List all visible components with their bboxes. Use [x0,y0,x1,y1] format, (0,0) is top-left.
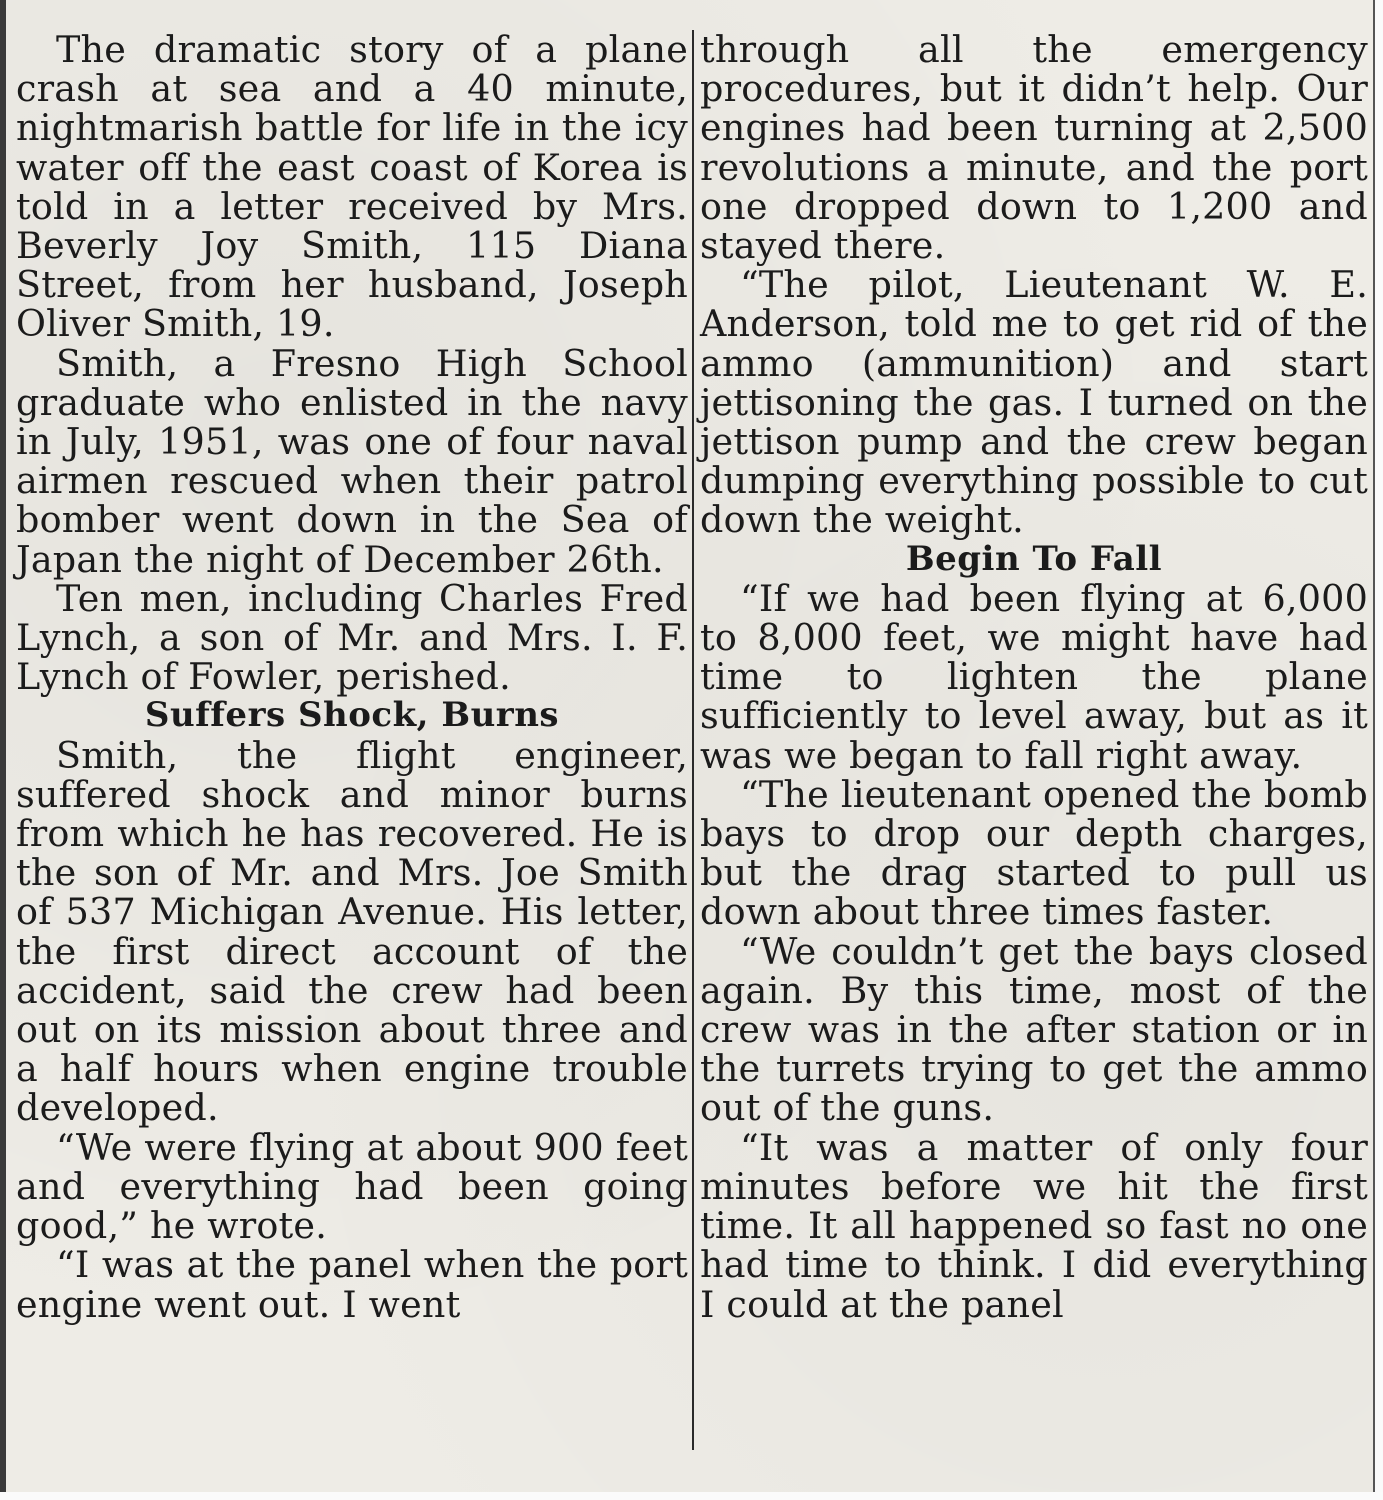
scan-edge-left [0,0,6,1500]
paragraph: Smith, the flight engineer, suffered shock and minor burns from which he has recovered. He is the son of Mr. and Mrs. Joe Smith of 537 Michigan Avenue. His letter, the first direct account of the accident, said the crew had been out on its mission about three and a half hours when engine trouble developed. [16,733,688,1130]
subheading: Begin To Fall [905,538,1163,579]
paragraph: “The lieutenant opened the bomb bays to drop our depth charges, but the drag started to pull us down about three times faster. [700,772,1368,934]
scan-edge-bottom [0,1492,1383,1500]
paragraph: “We couldn’t get the bays closed again. By this time, most of the crew was in the after station or in the turrets trying to get the ammo out of the guns. [700,929,1368,1130]
paragraph: “We were flying at about 900 feet and everything had been going good,” he wrote. [16,1125,688,1248]
paragraph: The dramatic story of a plane crash at sea and a 40 minute, nightmarish battle for life in the icy water off the east coast of Korea is told in a letter received by Mrs. Beverly Joy Smith, 115 Diana Street, from her husband, Joseph Oliver Smith, 19. [16,28,688,346]
paragraph: Ten men, including Charles Fred Lynch, a son of Mr. and Mrs. I. F. Lynch of Fowler, perished. [16,576,688,699]
paragraph: “It was a matter of only four minutes before we hit the first time. It all happened so fast no one had time to think. I did everything I could at the panel [700,1125,1368,1326]
paragraph: “I was at the panel when the port engine went out. I went [16,1243,688,1326]
paragraph: “If we had been flying at 6,000 to 8,000 feet, we might have had time to lighten the plane sufficiently to level away, but as it was we began to fall right away. [700,576,1368,777]
scan-edge-right [1373,0,1383,1500]
column-divider [692,30,694,1450]
paragraph: Smith, a Fresno High School graduate who enlisted in the navy in July, 1951, was one of four naval airmen rescued when their patrol bomber went down in the Sea of Japan the night of December 26th. [16,341,688,581]
article-column-left [16,30,688,1324]
subheading: Suffers Shock, Burns [144,695,560,736]
article-column-right [700,30,1368,1324]
paragraph: through all the emergency procedures, but it didn’t help. Our engines had been turning at 2,500 revolutions a minute, and the port one dropped down to 1,200 and stayed there. [700,28,1368,268]
paragraph: “The pilot, Lieutenant W. E. Anderson, told me to get rid of the ammo (ammunition) and start jettisoning the gas. I turned on the jettison pump and the crew began dumping everything possible to cut down the weight. [700,263,1368,542]
